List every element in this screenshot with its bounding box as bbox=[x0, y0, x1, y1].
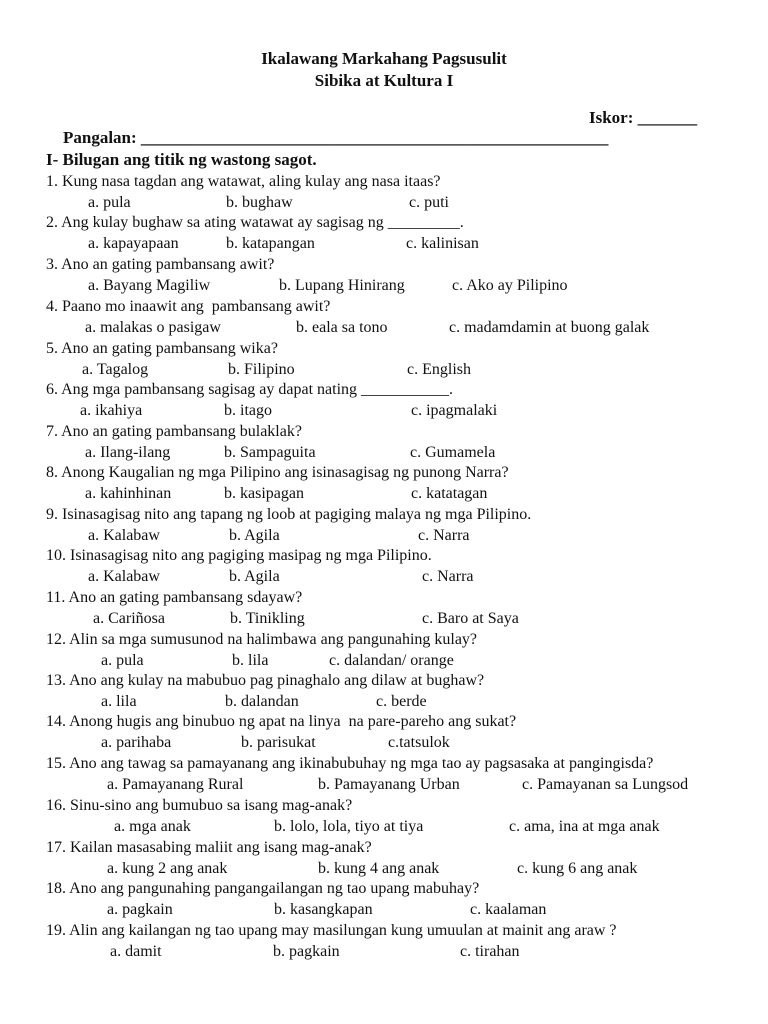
exam-subject: Sibika at Kultura I bbox=[314, 71, 454, 90]
question-2: 2. Ang kulay bughaw sa ating watawat ay sagisag ng _________. bbox=[46, 214, 464, 231]
question-3: 3. Ano an gating pambansang awit? bbox=[46, 256, 275, 273]
question-11-choice-b: b. Tinikling bbox=[230, 610, 305, 627]
question-13-choice-b: b. dalandan bbox=[225, 693, 299, 710]
question-19: 19. Alin ang kailangan ng tao upang may masilungan kung umuulan at mainit ang araw ? bbox=[46, 922, 617, 939]
question-18: 18. Ano ang pangunahing pangangailangan ng tao upang mabuhay? bbox=[46, 880, 480, 897]
question-18-choice-a: a. pagkain bbox=[107, 901, 173, 918]
question-4-choice-b: b. eala sa tono bbox=[296, 319, 388, 336]
question-9-choice-b: b. Agila bbox=[229, 527, 280, 544]
question-17: 17. Kailan masasabing maliit ang isang mag-anak? bbox=[46, 839, 372, 856]
question-17-choice-a: a. kung 2 ang anak bbox=[107, 860, 228, 877]
question-7-choice-a: a. Ilang-ilang bbox=[85, 444, 171, 461]
question-2-choice-b: b. katapangan bbox=[226, 235, 315, 252]
question-17-choice-b: b. kung 4 ang anak bbox=[318, 860, 440, 877]
section-title: I- Bilugan ang titik ng wastong sagot. bbox=[46, 150, 317, 169]
question-3-choice-b: b. Lupang Hinirang bbox=[279, 277, 405, 294]
question-3-choice-a: a. Bayang Magiliw bbox=[88, 277, 211, 294]
question-2-choice-c: c. kalinisan bbox=[406, 235, 479, 252]
question-7-choice-b: b. Sampaguita bbox=[224, 444, 316, 461]
question-8-choice-b: b. kasipagan bbox=[224, 485, 304, 502]
question-12-choice-b: b. lila bbox=[232, 652, 269, 669]
question-15-choice-c: c. Pamayanan sa Lungsod bbox=[522, 776, 689, 793]
question-14: 14. Anong hugis ang binubuo ng apat na linya na pare-pareho ang sukat? bbox=[46, 713, 517, 730]
question-8-choice-a: a. kahinhinan bbox=[85, 485, 172, 502]
question-12-choice-a: a. pula bbox=[101, 652, 144, 669]
question-13: 13. Ano ang kulay na mabubuo pag pinaghalo ang dilaw at bughaw? bbox=[46, 672, 485, 689]
question-15-choice-a: a. Pamayanang Rural bbox=[107, 776, 244, 793]
question-17-choice-c: c. kung 6 ang anak bbox=[517, 860, 638, 877]
question-16-choice-c: c. ama, ina at mga anak bbox=[509, 818, 660, 835]
question-8-choice-c: c. katatagan bbox=[411, 485, 488, 502]
question-4-choice-a: a. malakas o pasigaw bbox=[85, 319, 221, 336]
question-10-choice-c: c. Narra bbox=[422, 568, 474, 585]
question-18-choice-c: c. kaalaman bbox=[470, 901, 547, 918]
question-15: 15. Ano ang tawag sa pamayanang ang ikinabubuhay ng mga tao ay pagsasaka at pangingisda? bbox=[46, 755, 654, 772]
question-6-choice-c: c. ipagmalaki bbox=[411, 402, 498, 419]
question-12: 12. Alin sa mga sumusunod na halimbawa ang pangunahing kulay? bbox=[46, 631, 478, 648]
question-6-choice-b: b. itago bbox=[224, 402, 272, 419]
question-16: 16. Sinu-sino ang bumubuo sa isang mag-anak? bbox=[46, 797, 353, 814]
question-5-choice-c: c. English bbox=[407, 361, 471, 378]
question-3-choice-c: c. Ako ay Pilipino bbox=[452, 277, 568, 294]
question-19-choice-a: a. damit bbox=[110, 943, 162, 960]
question-16-choice-b: b. lolo, lola, tiyo at tiya bbox=[274, 818, 424, 835]
question-16-choice-a: a. mga anak bbox=[114, 818, 191, 835]
question-6-choice-a: a. ikahiya bbox=[80, 402, 143, 419]
question-6: 6. Ang mga pambansang sagisag ay dapat nating ___________. bbox=[46, 381, 454, 398]
question-12-choice-c: c. dalandan/ orange bbox=[329, 652, 454, 669]
question-8: 8. Anong Kaugalian ng mga Pilipino ang isinasagisag ng punong Narra? bbox=[46, 464, 509, 481]
question-1-choice-c: c. puti bbox=[409, 194, 449, 211]
question-9-choice-c: c. Narra bbox=[418, 527, 470, 544]
question-5: 5. Ano an gating pambansang wika? bbox=[46, 340, 278, 357]
question-14-choice-b: b. parisukat bbox=[241, 734, 316, 751]
question-10: 10. Isinasagisag nito ang pagiging masipag ng mga Pilipino. bbox=[46, 547, 432, 564]
exam-title: Ikalawang Markahang Pagsusulit bbox=[261, 49, 507, 68]
question-11-choice-c: c. Baro at Saya bbox=[422, 610, 519, 627]
question-4-choice-c: c. madamdamin at buong galak bbox=[449, 319, 650, 336]
question-11-choice-a: a. Cariñosa bbox=[93, 610, 165, 627]
question-7-choice-c: c. Gumamela bbox=[410, 444, 496, 461]
question-7: 7. Ano an gating pambansang bulaklak? bbox=[46, 423, 302, 440]
name-field-label: Pangalan: _______________________________________________________ bbox=[63, 128, 609, 147]
question-18-choice-b: b. kasangkapan bbox=[274, 901, 373, 918]
question-13-choice-a: a. lila bbox=[101, 693, 137, 710]
question-9-choice-a: a. Kalabaw bbox=[88, 527, 160, 544]
question-19-choice-c: c. tirahan bbox=[460, 943, 520, 960]
question-13-choice-c: c. berde bbox=[376, 693, 427, 710]
question-14-choice-a: a. parihaba bbox=[101, 734, 172, 751]
question-4: 4. Paano mo inaawit ang pambansang awit? bbox=[46, 298, 331, 315]
question-1-choice-a: a. pula bbox=[88, 194, 131, 211]
question-5-choice-b: b. Filipino bbox=[228, 361, 295, 378]
question-11: 11. Ano an gating pambansang sdayaw? bbox=[46, 589, 303, 606]
score-field-label: Iskor: _______ bbox=[589, 108, 698, 127]
question-5-choice-a: a. Tagalog bbox=[82, 361, 149, 378]
question-9: 9. Isinasagisag nito ang tapang ng loob at pagiging malaya ng mga Pilipino. bbox=[46, 506, 532, 523]
exam-header bbox=[0, 48, 768, 92]
question-15-choice-b: b. Pamayanang Urban bbox=[318, 776, 460, 793]
question-2-choice-a: a. kapayapaan bbox=[88, 235, 179, 252]
question-1-choice-b: b. bughaw bbox=[226, 194, 293, 211]
question-19-choice-b: b. pagkain bbox=[273, 943, 340, 960]
question-1: 1. Kung nasa tagdan ang watawat, aling kulay ang nasa itaas? bbox=[46, 173, 441, 190]
question-14-choice-c: c.tatsulok bbox=[388, 734, 450, 751]
question-10-choice-a: a. Kalabaw bbox=[88, 568, 160, 585]
question-10-choice-b: b. Agila bbox=[229, 568, 280, 585]
